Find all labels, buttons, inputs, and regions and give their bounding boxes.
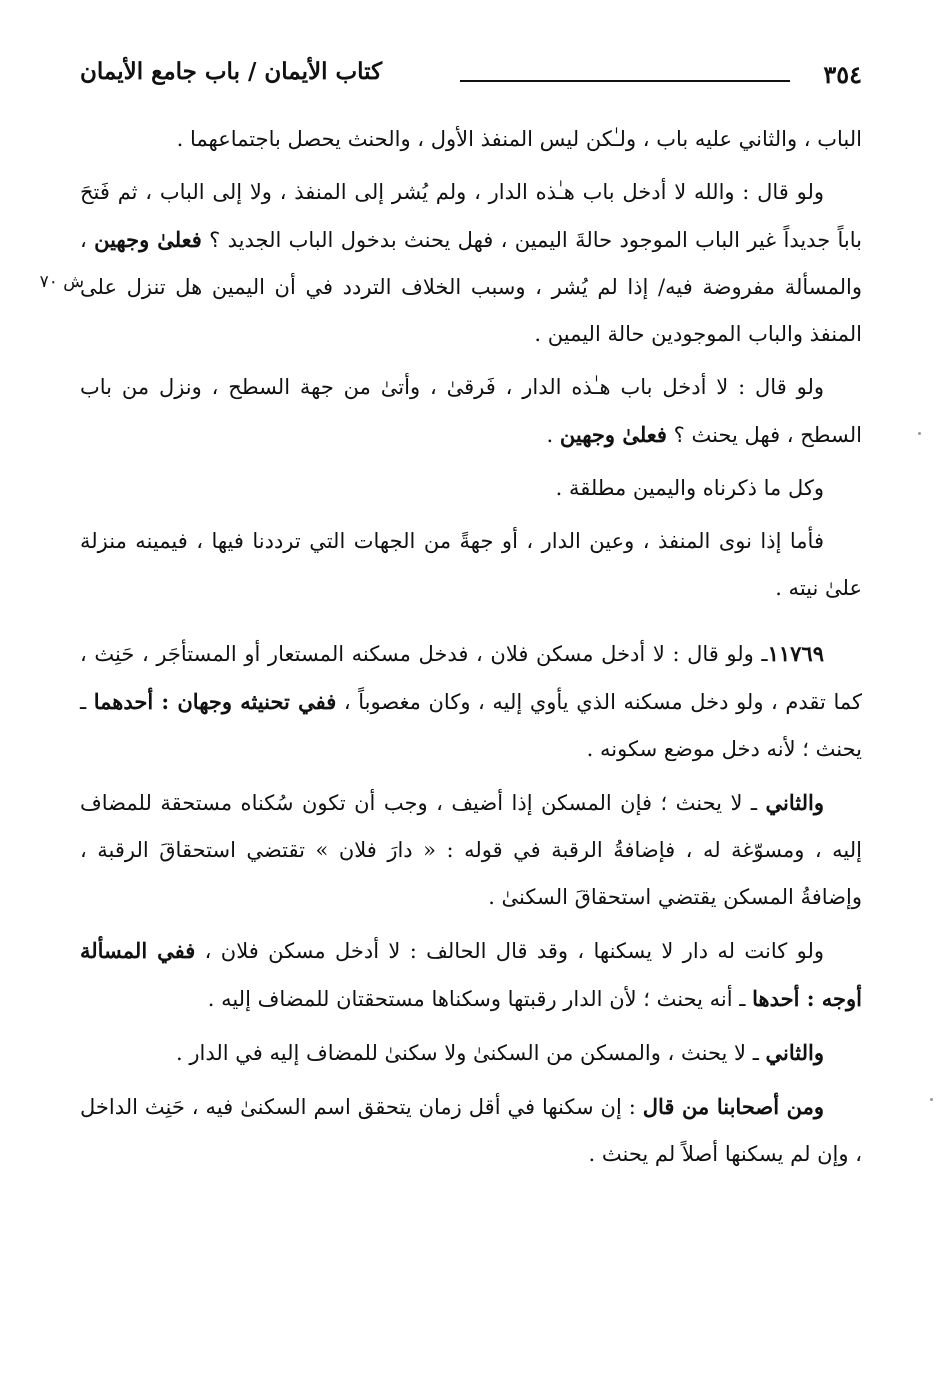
text-run: ـ يحنث ؛ لأنه دخل موضع سكونه . bbox=[80, 690, 862, 761]
bold-text: فعلىٰ وجهين bbox=[559, 422, 667, 447]
paragraph bbox=[80, 1029, 862, 1077]
paragraph bbox=[80, 116, 862, 163]
bold-text: والثاني bbox=[765, 790, 824, 815]
running-title: كتاب الأيمان / باب جامع الأيمان bbox=[80, 58, 383, 85]
paragraph bbox=[80, 169, 862, 358]
text-run: ـ ولو قال : لا أدخل مسكن فلان ، فدخل مسكنه المستعار أو المستأجَر ، حَنِث ، كما تقدم ، ولو دخل مسكنه الذي يأوي إليه ، وكان مغصوباً ، bbox=[80, 642, 863, 714]
paragraph bbox=[80, 465, 862, 512]
page-number: ٣٥٤ bbox=[823, 60, 862, 89]
bold-text: ١١٧٦٩ bbox=[767, 641, 824, 666]
bold-text: ففي المسألة أوجه : أحدها bbox=[80, 938, 862, 1011]
text-run: الباب ، والثاني عليه باب ، ولـٰكن ليس المنفذ الأول ، والحنث يحصل باجتماعهما . bbox=[176, 127, 862, 151]
text-run: ـ لا يحنث ، والمسكن من السكنىٰ ولا سكنىٰ للمضاف إليه في الدار . bbox=[176, 1041, 766, 1065]
text-run: ، والمسألة مفروضة فيه/ إذا لم يُشر ، وسبب الخلاف التردد في أن اليمين هل تنزل على المنفذ والباب الموجودين حالة اليمين . bbox=[80, 228, 862, 346]
text-run: : إن سكنها في أقل زمان يتحقق اسم السكنىٰ فيه ، حَنِث الداخل ، وإن لم يسكنها أصلاً لم يحنث . bbox=[80, 1095, 862, 1166]
document-body bbox=[80, 116, 862, 1184]
bold-text: ففي تحنيثه وجهان : أحدهما bbox=[93, 689, 337, 714]
paragraph bbox=[80, 1083, 862, 1178]
text-run: ـ أنه يحنث ؛ لأن الدار رقبتها وسكناها مستحقتان للمضاف إليه . bbox=[207, 987, 753, 1011]
paragraph bbox=[80, 630, 862, 773]
text-run: ـ لا يحنث ؛ فإن المسكن إذا أضيف ، وجب أن تكون سُكناه مستحقة للمضاف إليه ، ومسوّغة له ، فإضافةُ الرقبة في قوله : « دارَ فلان » تقتضي استحقاقَ الرقبة ، وإضافةُ المسكن يقتضي استحقاقَ السكنىٰ . bbox=[80, 791, 862, 909]
text-run: ولو كانت له دار لا يسكنها ، وقد قال الحالف : لا أدخل مسكن فلان ، bbox=[195, 939, 825, 963]
text-run: فأما إذا نوى المنفذ ، وعين الدار ، أو جهةً من الجهات التي ترددنا فيها ، فيمينه منزلة علىٰ نيته . bbox=[80, 529, 862, 600]
bold-text: ومن أصحابنا من قال bbox=[642, 1094, 824, 1119]
text-run: وكل ما ذكرناه واليمين مطلقة . bbox=[555, 476, 824, 500]
scan-speck bbox=[930, 1098, 933, 1101]
paragraph bbox=[80, 518, 862, 612]
bold-text: والثاني bbox=[765, 1040, 824, 1065]
paragraph-gap bbox=[80, 618, 862, 630]
page-header bbox=[80, 56, 862, 96]
scan-speck bbox=[918, 432, 921, 435]
margin-note: ش ٧٠ bbox=[39, 272, 84, 292]
paragraph bbox=[80, 779, 862, 921]
text-run: ولو قال : لا أدخل باب هـٰذه الدار ، فَرقىٰ ، وأتىٰ من جهة السطح ، ونزل من باب السطح ، فهل يحنث ؟ bbox=[80, 375, 862, 447]
header-rule bbox=[460, 80, 790, 82]
paragraph bbox=[80, 927, 862, 1023]
bold-text: فعلىٰ وجهين bbox=[94, 227, 202, 252]
text-run: . bbox=[546, 423, 560, 447]
text-run: ولو قال : والله لا أدخل باب هـٰذه الدار ، ولم يُشر إلى المنفذ ، ولا إلى الباب ، ثم فَتحَ باباً جديداً غير الباب الموجود حالةَ اليمين ، فهل يحنث بدخول الباب الجديد ؟ bbox=[80, 180, 863, 252]
paragraph bbox=[80, 364, 862, 459]
